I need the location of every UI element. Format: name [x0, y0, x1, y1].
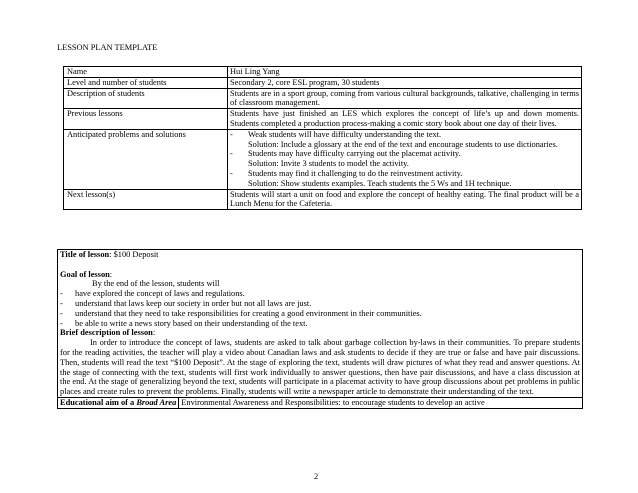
table-row: [64, 88, 582, 109]
previous-lessons-label: Previous lessons: [64, 109, 228, 130]
level-value: Secondary 2, core ESL program, 30 students: [228, 77, 582, 88]
lesson-details-table: [57, 249, 583, 409]
description-value: Students are in a sport group, coming from various cultural backgrounds, talkative, challenging in terms of classroom management.: [228, 88, 582, 109]
list-item: - understand that they need to take responsibilities for creating a good environment in their communities.: [60, 308, 422, 318]
list-item: - understand that laws keep our society in order but not all laws are just.: [60, 298, 312, 308]
goal-heading: Goal of lesson:: [60, 269, 113, 279]
page-heading: LESSON PLAN TEMPLATE: [57, 43, 158, 52]
aim-cell: [58, 397, 583, 408]
brief-description: In order to introduce the concept of laws, students are asked to talk about garbage collection by-laws in their communities. To prepare students for the reading activities, the teacher will play a video about Canadian laws and ask students to decide if they are true or false and have pair discussions. Then, students will read the text “$100 Deposit”. At the stage of exploring the text, students will draw pictures of what they read and answer questions. At the stage of connecting with the text, students will first work individually to answer questions, then have pair discussions, and have a class discussion at the end. At the stage of generalizing beyond the text, students will participate in a placemat activity to have group discussions about pet problems in public places and create rules to prevent the problems. Finally, students will write a newspaper article to demonstrate their understanding of the text.: [60, 338, 580, 397]
previous-lessons-value: Students have just finished an LES which explores the concept of life’s up and down moments. Students completed a production process-making a comic story book about one day of their lives.: [228, 109, 582, 130]
description-label: Description of students: [64, 88, 228, 109]
level-label: Level and number of students: [64, 77, 228, 88]
name-value: Hui Ling Yang: [228, 67, 582, 78]
next-lessons-label: Next lesson(s): [64, 189, 228, 210]
goal-intro: By the end of the lesson, students will: [92, 279, 220, 289]
table-row: [58, 250, 583, 398]
solution-text: Solution: Invite 3 students to model the activity.: [248, 159, 409, 169]
problems-label: Anticipated problems and solutions: [64, 129, 228, 189]
list-item: - Students may have difficulty carrying out the placemat activity.: [230, 149, 461, 159]
lesson-details-cell: [58, 250, 583, 398]
aim-label: Educational aim of a Broad Area: [60, 398, 179, 408]
solution-text: Solution: Include a glossary at the end of the text and encourage students to use dictionaries.: [248, 139, 558, 149]
table-row: [64, 67, 582, 78]
table-row: [64, 129, 582, 189]
problem-text: Students may have difficulty carrying out the placemat activity.: [248, 149, 461, 159]
table-row: [64, 109, 582, 130]
solution-text: Solution: Show students examples. Teach students the 5 Ws and 1H technique.: [248, 178, 512, 188]
name-label: Name: [64, 67, 228, 78]
list-item: - have explored the concept of laws and regulations.: [60, 289, 245, 299]
brief-heading: Brief description of lesson:: [60, 328, 156, 338]
table-row: [64, 77, 582, 88]
aim-value: Environmental Awareness and Responsibilities: to encourage students to develop an active: [181, 397, 485, 407]
list-item: - Weak students will have difficulty understanding the text.: [230, 129, 442, 139]
list-item: - be able to write a news story based on their understanding of the text.: [60, 318, 308, 328]
lesson-info-table: [63, 66, 582, 210]
problem-text: Weak students will have difficulty understanding the text.: [248, 129, 442, 139]
next-lessons-value: Students will start a unit on food and explore the concept of healthy eating. The final product will be a Lunch Menu for the Cafeteria.: [228, 189, 582, 210]
lesson-title: Title of lesson: $100 Deposit: [60, 250, 159, 259]
page-number: 2: [314, 472, 319, 481]
table-row: [64, 189, 582, 210]
table-row: [58, 397, 583, 408]
problem-text: Students may find it challenging to do the reinvestment activity.: [248, 168, 463, 178]
problems-list: [228, 129, 582, 189]
list-item: - Students may find it challenging to do the reinvestment activity.: [230, 168, 463, 178]
